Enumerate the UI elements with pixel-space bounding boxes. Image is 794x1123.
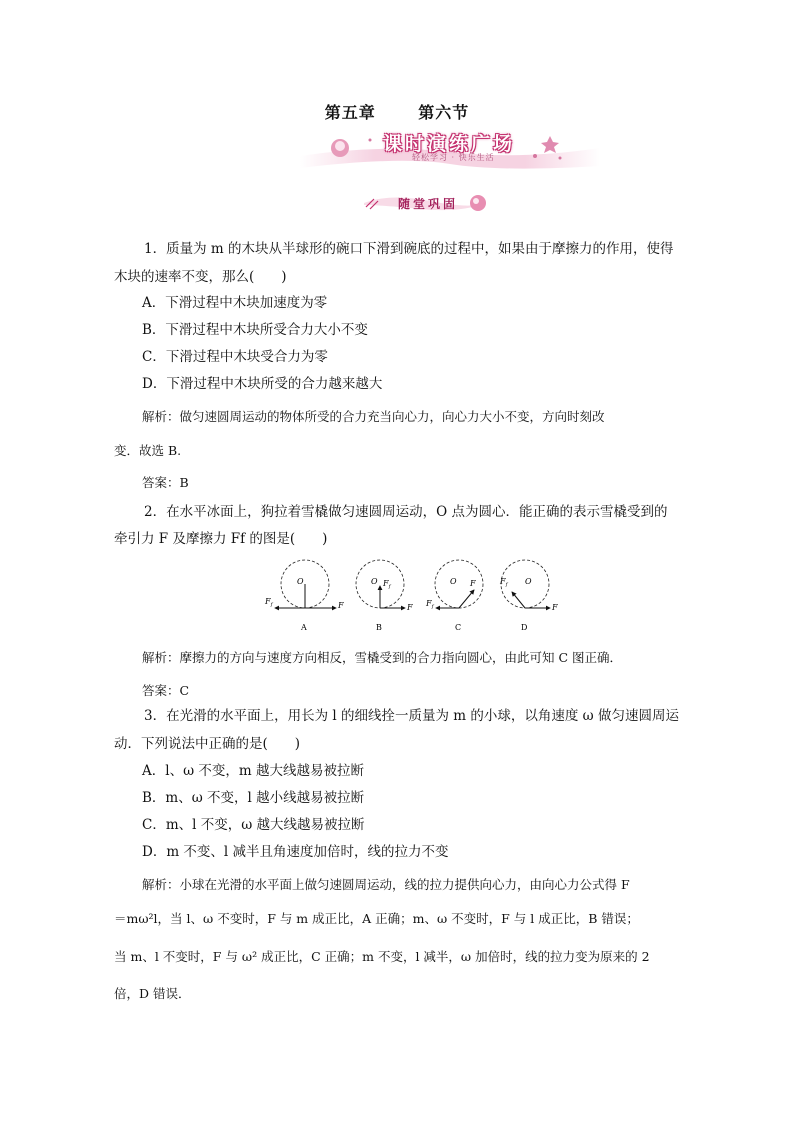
- force-diagram-figure: [260, 556, 560, 638]
- q1-stem-line2: 木块的速率不变，那么( ): [114, 269, 287, 285]
- sub-banner-title: 随堂巩固: [398, 197, 459, 211]
- q3-stem-line1: 3．在光滑的水平面上，用长为 l 的细线拴一质量为 m 的小球，以角速度 ω 做匀速圆周运: [144, 708, 679, 724]
- svg-text:F: F: [552, 603, 558, 612]
- section-label: 第六节: [418, 103, 470, 122]
- q1-option-b: B．下滑过程中木块所受合力大小不变: [142, 322, 368, 338]
- svg-text:Ff: $F_f$: [265, 597, 273, 608]
- q3-option-c: C．m、l 不变，ω 越大线越易被拉断: [142, 817, 365, 833]
- svg-text:Ff: $F_f$: [383, 579, 391, 590]
- svg-text:O: O: [450, 577, 457, 586]
- q2-stem-line1: 2．在水平冰面上，狗拉着雪橇做匀速圆周运动，O 点为圆心．能正确的表示雪橇受到的: [144, 504, 668, 520]
- banner-subtitle: 轻松学习 · 快乐生活: [412, 153, 495, 162]
- svg-text:O: O: [525, 577, 532, 586]
- svg-text:Ff: $F_f$: [426, 599, 434, 610]
- svg-text:B: B: [376, 623, 382, 632]
- q2-stem-line2: 牵引力 F 及摩擦力 Ff 的图是( ): [114, 531, 328, 547]
- svg-text:F: F: [338, 601, 344, 610]
- q1-stem-line1: 1．质量为 m 的木块从半球形的碗口下滑到碗底的过程中，如果由于摩擦力的作用，使得: [144, 241, 674, 257]
- diagram-option-c: [425, 560, 483, 632]
- svg-text:O: O: [371, 577, 378, 586]
- svg-text:D: D: [521, 623, 528, 632]
- svg-text:A: A: [301, 623, 307, 632]
- q3-option-d: D．m 不变、l 减半且角速度加倍时，线的拉力不变: [142, 844, 449, 860]
- q3-analysis-line2: ＝mω²l，当 l、ω 不变时，F 与 m 成正比，A 正确；m、ω 不变时，F 与 l 成正比，B 错误；: [114, 911, 639, 926]
- q1-option-c: C．下滑过程中木块受合力为零: [142, 349, 328, 365]
- q3-stem-line2: 动．下列说法中正确的是( ): [114, 736, 301, 752]
- q3-option-a: A．l、ω 不变，m 越大线越易被拉断: [142, 763, 364, 779]
- svg-text:F: F: [407, 603, 413, 612]
- svg-text:F: F: [470, 579, 476, 588]
- chapter-heading: [0, 100, 794, 123]
- svg-text:O: O: [297, 577, 304, 586]
- banner-title: 课时演练广场: [383, 133, 516, 155]
- q1-option-d: D．下滑过程中木块所受的合力越来越大: [142, 376, 383, 392]
- svg-text:C: C: [455, 623, 462, 632]
- diagram-option-b: [356, 560, 413, 632]
- q3-option-b: B．m、ω 不变，l 越小线越易被拉断: [142, 790, 365, 806]
- q1-analysis-line1: 解析：做匀速圆周运动的物体所受的合力充当向心力，向心力大小不变，方向时刻改: [142, 409, 605, 424]
- q3-analysis-line3: 当 m、l 不变时，F 与 ω² 成正比，C 正确；m 不变，l 减半，ω 加倍时，线的拉力变为原来的 2: [114, 949, 650, 964]
- q3-analysis-line4: 倍，D 错误．: [114, 986, 191, 1001]
- chapter-label: 第五章: [324, 103, 376, 122]
- q2-analysis: 解析：摩擦力的方向与速度方向相反，雪橇受到的合力指向圆心，由此可知 C 图正确．: [142, 650, 623, 665]
- diagram-option-d: [499, 560, 558, 632]
- q1-option-a: A．下滑过程中木块加速度为零: [142, 295, 328, 311]
- q2-answer: 答案：C: [142, 683, 190, 698]
- q1-analysis-line2: 变．故选 B.: [114, 443, 182, 458]
- q1-answer: 答案：B: [142, 475, 189, 490]
- q3-analysis-line1: 解析：小球在光滑的水平面上做匀速圆周运动，线的拉力提供向心力，由向心力公式得 F: [142, 877, 630, 892]
- diagram-option-a: [264, 560, 344, 632]
- svg-text:Ff: $F_f$: [500, 577, 508, 588]
